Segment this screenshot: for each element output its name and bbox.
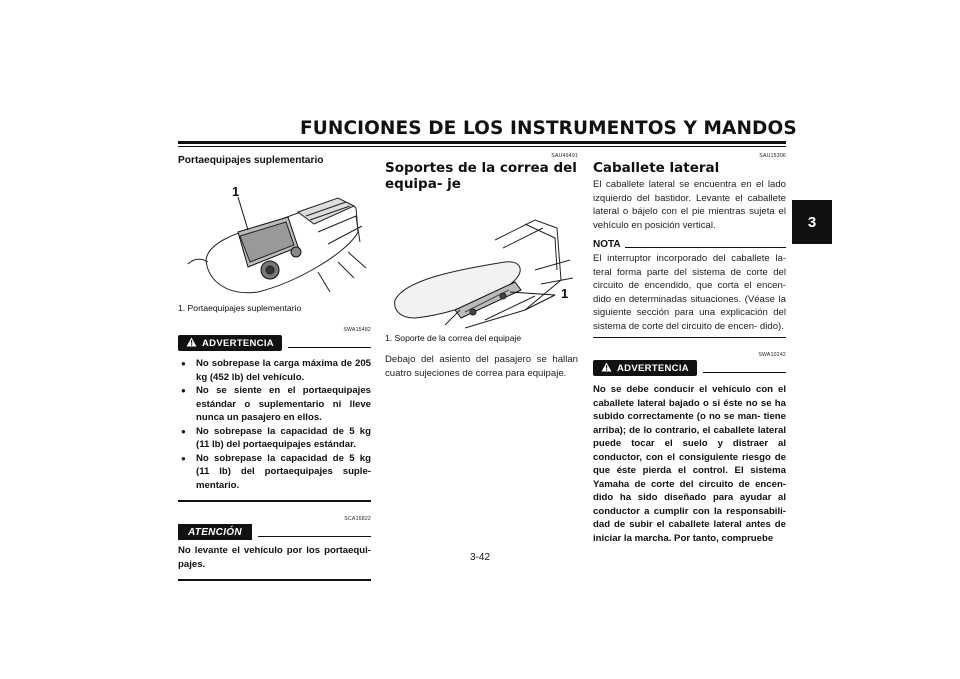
caution-rule (258, 536, 371, 537)
section-code: SAU49491 (551, 153, 578, 159)
section-code: SAU15306 (759, 153, 786, 159)
figure-callout: 1 (561, 286, 569, 301)
list-item: ● No sobrepase la carga máxima de 205 kg (452 lb) del vehículo. (178, 357, 371, 384)
page-number: 3-42 (469, 552, 490, 563)
note-rule (625, 247, 786, 248)
body-text: El caballete lateral se encuentra en el lado izquierdo del bastidor. Levante el caballete lateral o bájelo con el pie mientras sujeta el vehículo en posición vertical. (593, 179, 786, 231)
warning-rule (703, 372, 786, 373)
caution-end-rule (178, 579, 371, 581)
column-2 (385, 148, 578, 380)
warning-triangle-icon (601, 362, 612, 375)
section-title-soportes: Soportes de la correa del equipa- je (385, 160, 577, 192)
note-label: NOTA (593, 239, 621, 250)
warning-header (178, 335, 371, 351)
section-title-portaequipajes: Portaequipajes suplementario (178, 155, 324, 166)
warning-badge (178, 335, 282, 351)
note-text: El interruptor incorporado del caballete la- teral forma parte del sistema de corte del circuito de encendido, que corta el encen- dido en determinadas situaciones. (Véase la siguiente sección para una explicación del sistema de corte del circuito de encen- dido). (593, 253, 786, 332)
figure-rack (178, 172, 371, 300)
rack-illustration (178, 172, 371, 300)
header-rule (178, 141, 786, 144)
figure-seat (385, 200, 578, 330)
list-item: ● No sobrepase la capacidad de 5 kg (11 lb) del portaequipajes suple- mentario. (178, 452, 371, 493)
figure-caption: 1. Portaequipajes suplementario (178, 303, 302, 313)
warning-header (593, 360, 786, 376)
body-text: Debajo del asiento del pasajero se hallan cuatro sujeciones de correa para equipaje. (385, 354, 578, 379)
warning-triangle-icon (186, 337, 197, 350)
figure-callout: 1 (232, 184, 240, 199)
list-item: ● No se siente en el portaequipajes estándar o suplementario ni lleve nunca un pasajero en ellos. (178, 384, 371, 425)
header-rule-thin (178, 146, 786, 147)
list-item: ● No sobrepase la capacidad de 5 kg (11 lb) del portaequipajes estándar. (178, 425, 371, 452)
figure-caption: 1. Soporte de la correa del equipaje (385, 333, 522, 343)
caution-badge: ATENCIÓN (178, 524, 252, 540)
warning-label: ADVERTENCIA (617, 362, 689, 374)
caution-text: No levante el vehículo por los portaequi- pajes. (178, 545, 371, 570)
caution-header (178, 524, 371, 540)
warning-code: SWA15482 (343, 327, 371, 333)
warning-code: SWA10242 (758, 352, 786, 358)
column-3 (593, 148, 786, 545)
warning-text: No se debe conducir el vehículo con el caballete lateral bajado o si éste no se ha subido correctamente (o no se man- tiene arriba); de lo contrario, el caballete lateral puede tocar el suelo y distraer al conductor, con el consiguiente riesgo de que éste pierda el control. El sistema Yamaha de corte del circuito de encen- dido ha sido diseñado para ayudar al conductor a cumplir con la responsabili- dad de subir el caballete lateral antes de iniciar la marcha. Por tanto, compruebe (593, 384, 786, 544)
page-header-title: FUNCIONES DE LOS INSTRUMENTOS Y MANDOS (300, 118, 797, 139)
warning-rule (288, 347, 371, 348)
warning-label: ADVERTENCIA (202, 337, 274, 349)
seat-illustration (385, 200, 578, 330)
column-1 (178, 148, 371, 581)
chapter-tab[interactable]: 3 (792, 200, 832, 244)
section-title-caballete: Caballete lateral (593, 160, 720, 176)
note-end-rule (593, 337, 786, 338)
warning-badge (593, 360, 697, 376)
warning-end-rule (178, 500, 371, 502)
caution-code: SCA16822 (344, 516, 371, 522)
note-header (593, 239, 786, 250)
warning-list (178, 357, 371, 492)
